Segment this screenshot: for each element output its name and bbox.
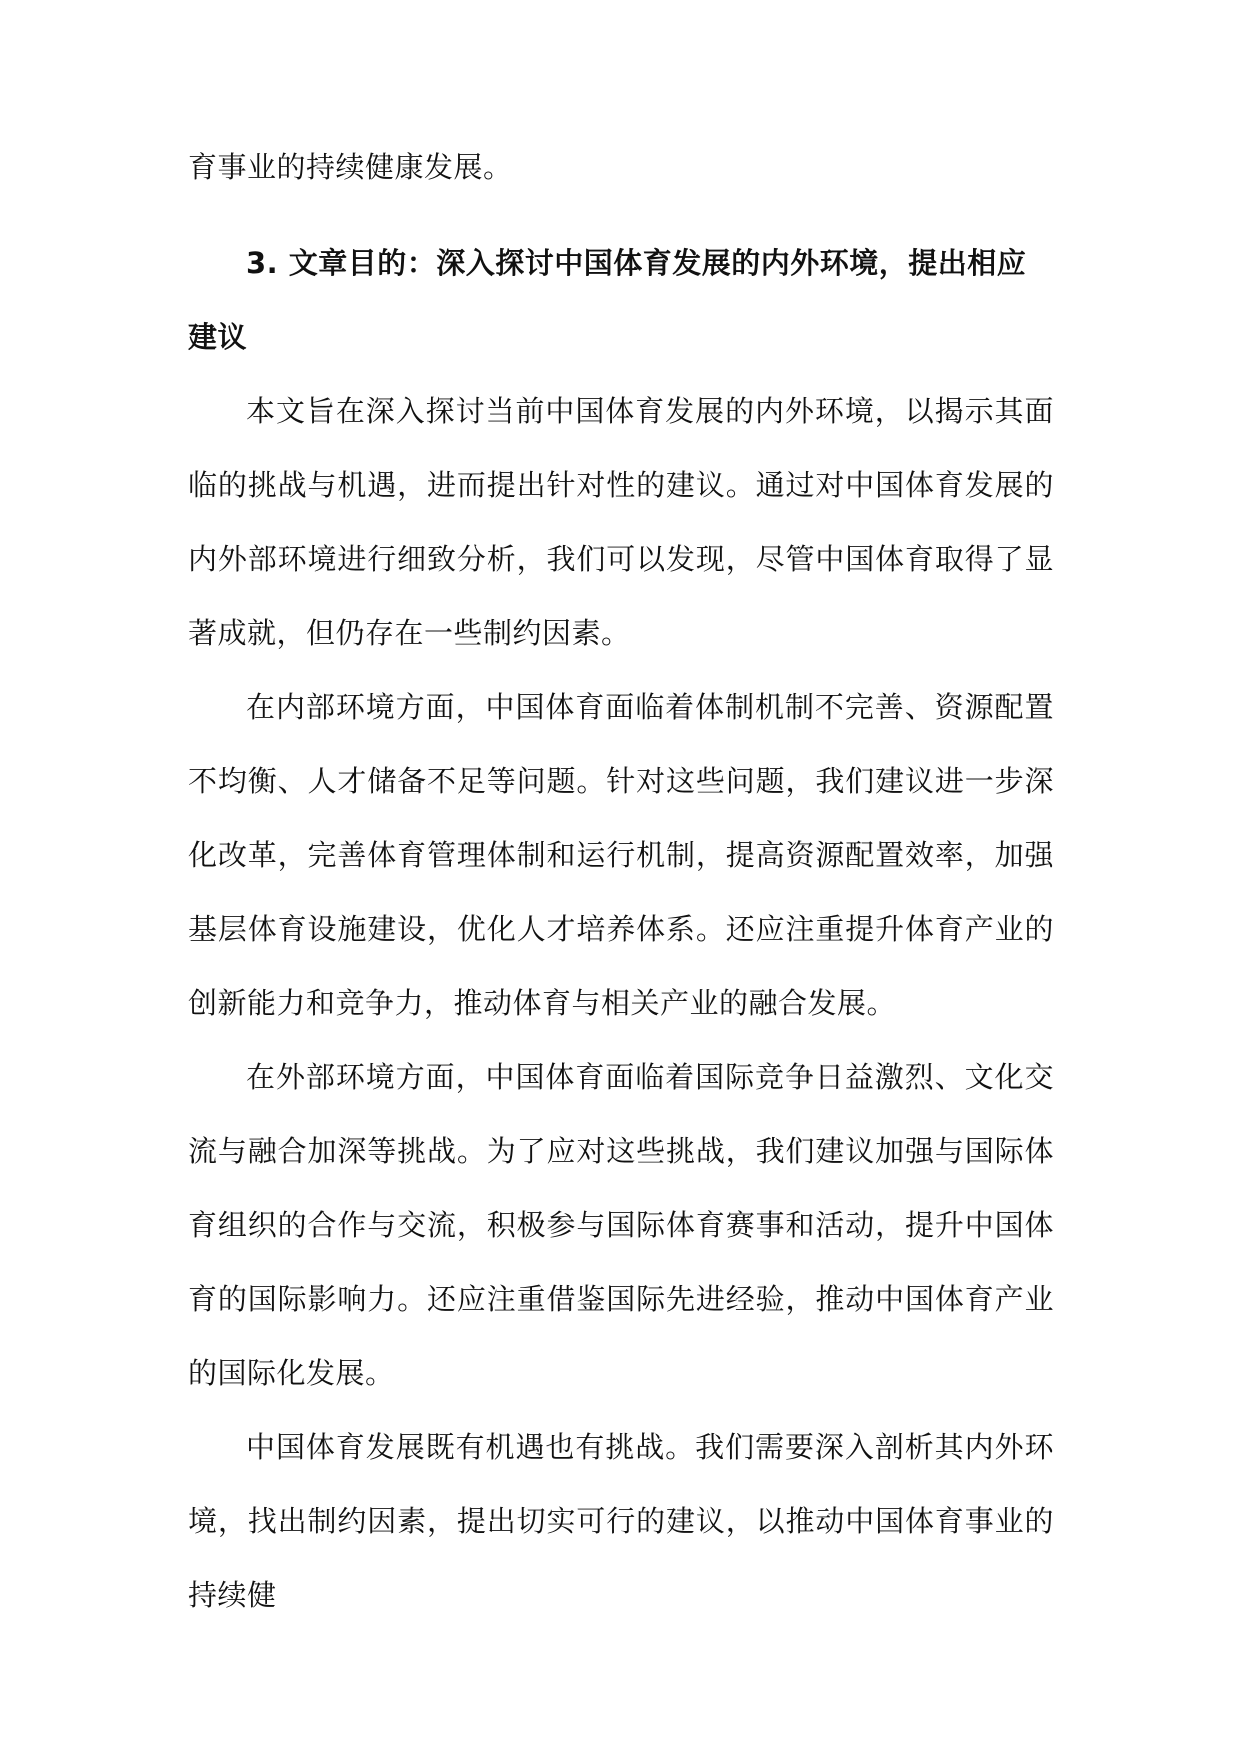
continuation-paragraph: 育事业的持续健康发展。 <box>188 150 513 184</box>
document-body <box>188 130 1054 1632</box>
spacer <box>188 204 1054 226</box>
body-paragraph-4: 中国体育发展既有机遇也有挑战。我们需要深入剖析其内外环境，找出制约因素，提出切实可行的建议，以推动中国体育事业的持续健 <box>188 1430 1054 1612</box>
section-heading: 3. 文章目的：深入探讨中国体育发展的内外环境，提出相应建议 <box>188 246 1027 354</box>
body-paragraph-1: 本文旨在深入探讨当前中国体育发展的内外环境，以揭示其面临的挑战与机遇，进而提出针对性的建议。通过对中国体育发展的内外部环境进行细致分析，我们可以发现，尽管中国体育取得了显著成就，但仍存在一些制约因素。 <box>188 394 1054 650</box>
body-paragraph-2: 在内部环境方面，中国体育面临着体制机制不完善、资源配置不均衡、人才储备不足等问题。针对这些问题，我们建议进一步深化改革，完善体育管理体制和运行机制，提高资源配置效率，加强基层体育设施建设，优化人才培养体系。还应注重提升体育产业的创新能力和竞争力，推动体育与相关产业的融合发展。 <box>188 690 1054 1020</box>
body-paragraph-3: 在外部环境方面，中国体育面临着国际竞争日益激烈、文化交流与融合加深等挑战。为了应对这些挑战，我们建议加强与国际体育组织的合作与交流，积极参与国际体育赛事和活动，提升中国体育的国际影响力。还应注重借鉴国际先进经验，推动中国体育产业的国际化发展。 <box>188 1060 1054 1390</box>
